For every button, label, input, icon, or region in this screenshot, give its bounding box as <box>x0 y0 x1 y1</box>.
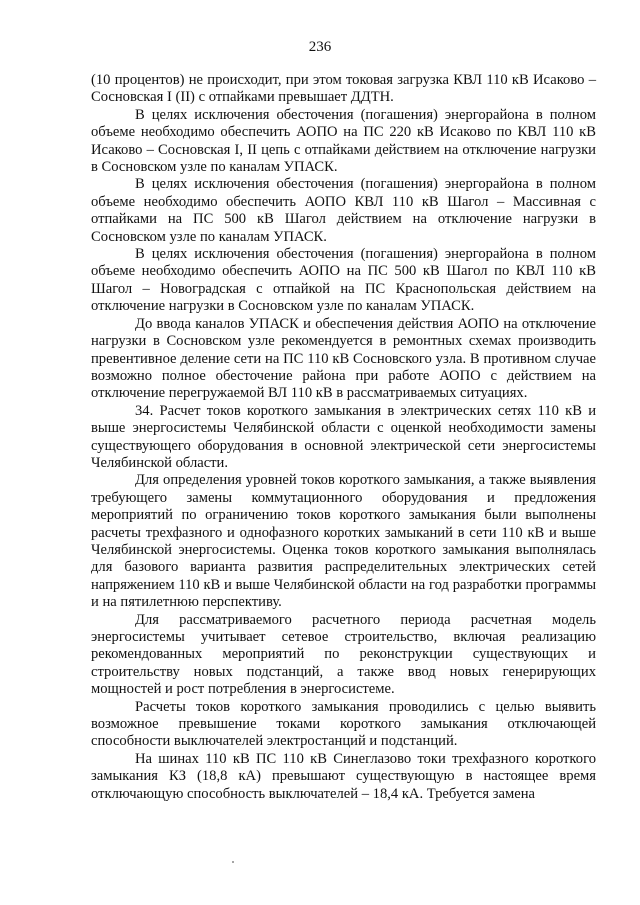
paragraph-9: Расчеты токов короткого замыкания проводились с целью выявить возможное превышение токами короткого замыкания отключающей способности выключателей электростанций и подстанций. <box>91 698 596 750</box>
paragraph-7: Для определения уровней токов короткого замыкания, а также выявления требующего замены коммутационного оборудования и предложения мероприятий по ограничению токов короткого замыкания были выполнены расчеты трехфазного и однофазного коротких замыканий в сети 110 кВ и выше Челябинской энергосистемы. Оценка токов короткого замыкания выполнялась для базового варианта развития распределительных электрических сетей напряжением 110 кВ и выше Челябинской области на год разработки программы и на пятилетнюю перспективу. <box>91 472 596 611</box>
paragraph-10: На шинах 110 кВ ПС 110 кВ Синеглазово токи трехфазного короткого замыкания КЗ (18,8 кА) превышают существующую в настоящее время отключающую способность выключателей – 18,4 кА. Требуется замена <box>91 750 596 802</box>
scan-speck <box>232 861 234 863</box>
paragraph-8: Для рассматриваемого расчетного периода расчетная модель энергосистемы учитывает сетевое строительство, включая реализацию рекомендованных мероприятий по реконструкции существующих и строительству новых подстанций, а также ввод новых генерирующих мощностей и рост потребления в энергосистеме. <box>91 611 596 698</box>
paragraph-6-section-34: 34. Расчет токов короткого замыкания в электрических сетях 110 кВ и выше энергосистемы Челябинской области с оценкой необходимости замены существующего оборудования в основной электрической сети энергосистемы Челябинской области. <box>91 402 596 471</box>
paragraph-2: В целях исключения обесточения (погашения) энергорайона в полном объеме необходимо обеспечить АОПО на ПС 220 кВ Исаково по КВЛ 110 кВ Исаково – Сосновская I, II цепь с отпайками действием на отключение нагрузки в Сосновском узле по каналам УПАСК. <box>91 106 596 176</box>
paragraph-5: До ввода каналов УПАСК и обеспечения действия АОПО на отключение нагрузки в Сосновском узле рекомендуется в ремонтных схемах производить превентивное деление сети на ПС 110 кВ Сосновского узла. В противном случае возможно полное обесточение района при работе АОПО с действием на отключение перегружаемой ВЛ 110 кВ в рассматриваемых ситуациях. <box>91 315 596 402</box>
document-body <box>91 72 596 803</box>
paragraph-1: (10 процентов) не происходит, при этом токовая загрузка КВЛ 110 кВ Исаково – Сосновская I (II) с отпайками превышает ДДТН. <box>91 72 596 106</box>
paragraph-4: В целях исключения обесточения (погашения) энергорайона в полном объеме необходимо обеспечить АОПО на ПС 500 кВ Шагол по КВЛ 110 кВ Шагол – Новоградская с отпайкой на ПС Краснопольская действием на отключение нагрузки в Сосновском узле по каналам УПАСК. <box>91 246 596 315</box>
page-number: 236 <box>308 39 332 55</box>
paragraph-3: В целях исключения обесточения (погашения) энергорайона в полном объеме необходимо обеспечить АОПО КВЛ 110 кВ Шагол – Массивная с отпайками на ПС 500 кВ Шагол действием на отключение нагрузки в Сосновском узле по каналам УПАСК. <box>91 176 596 245</box>
